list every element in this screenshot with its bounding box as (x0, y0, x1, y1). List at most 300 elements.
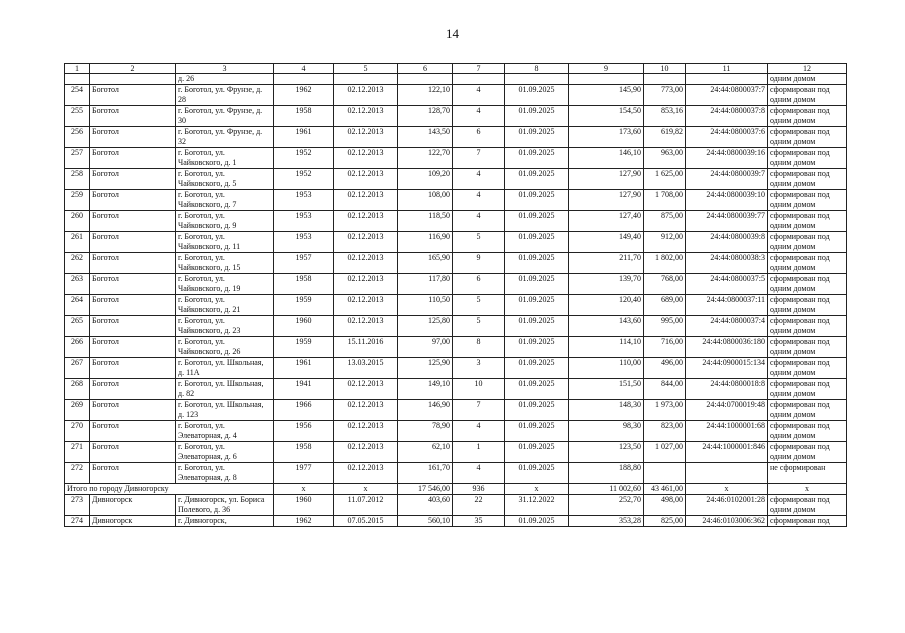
cell-city: Боготол (90, 232, 176, 253)
cell-address: г. Боготол, ул. Чайковского, д. 1 (176, 148, 274, 169)
cell-year: 1958 (274, 442, 334, 463)
cell-year: 1941 (274, 379, 334, 400)
cell-sum: 1 973,00 (644, 400, 686, 421)
cell-date: 02.12.2013 (334, 106, 398, 127)
column-number-row (65, 64, 847, 74)
cell-city: Боготол (90, 463, 176, 484)
cell-year: 1958 (274, 106, 334, 127)
column-header: 9 (569, 64, 644, 74)
cell-count: 9 (453, 253, 505, 274)
cell-area2: 123,50 (569, 442, 644, 463)
table-row (65, 358, 847, 379)
cell-deadline: 01.09.2025 (505, 400, 569, 421)
cell-area: 78,90 (398, 421, 453, 442)
cell-area: 125,80 (398, 316, 453, 337)
cell-count: 5 (453, 232, 505, 253)
cell-address: г. Боготол, ул. Чайковского, д. 19 (176, 274, 274, 295)
cell-cadastral: 24:44:1000001:846 (686, 442, 768, 463)
cell-cadastral: 24:44:0800037:5 (686, 274, 768, 295)
cell-address: г. Боготол, ул. Чайковского, д. 26 (176, 337, 274, 358)
cell-count: 3 (453, 358, 505, 379)
column-header: 1 (65, 64, 90, 74)
cell-sum: 912,00 (644, 232, 686, 253)
cell-city: Боготол (90, 295, 176, 316)
cell-date: 02.12.2013 (334, 253, 398, 274)
table-row (65, 127, 847, 148)
cell-date: 02.12.2013 (334, 421, 398, 442)
total-year: x (274, 484, 334, 495)
cell-no: 269 (65, 400, 90, 421)
cell-sum: 1 708,00 (644, 190, 686, 211)
cell-year: 1953 (274, 232, 334, 253)
cell-status: сформирован под одним домом (768, 379, 847, 400)
cell-cadastral: 24:44:0800037:6 (686, 127, 768, 148)
cell-city: Боготол (90, 358, 176, 379)
cell-address: г. Боготол, ул. Элеваторная, д. 4 (176, 421, 274, 442)
cell-no: 262 (65, 253, 90, 274)
cell-address: г. Боготол, ул. Чайковского, д. 5 (176, 169, 274, 190)
cell-city: Боготол (90, 400, 176, 421)
table-row (65, 495, 847, 516)
cell-date: 02.12.2013 (334, 442, 398, 463)
cell-status: сформирован под одним домом (768, 274, 847, 295)
cell-cadastral: 24:44:0900015:134 (686, 358, 768, 379)
total-area2: 11 002,60 (569, 484, 644, 495)
cell-deadline: 01.09.2025 (505, 316, 569, 337)
table-row (65, 295, 847, 316)
cell-area: 116,90 (398, 232, 453, 253)
cell-year: 1952 (274, 169, 334, 190)
cell-sum: 689,00 (644, 295, 686, 316)
total-label: Итого по городу Дивногорску (65, 484, 274, 495)
table-row (65, 316, 847, 337)
cell-sum: 823,00 (644, 421, 686, 442)
cell-area: 143,50 (398, 127, 453, 148)
cell-status: сформирован под одним домом (768, 106, 847, 127)
cell-area2: 146,10 (569, 148, 644, 169)
cell-status: сформирован под одним домом (768, 232, 847, 253)
cell-address: г. Боготол, ул. Фрунзе, д. 30 (176, 106, 274, 127)
table-row (65, 253, 847, 274)
cell-year: 1956 (274, 421, 334, 442)
cell-count: 6 (453, 127, 505, 148)
cell-status: сформирован под одним домом (768, 85, 847, 106)
cell-sum: 768,00 (644, 274, 686, 295)
cell-date: 02.12.2013 (334, 400, 398, 421)
cell-area: 149,10 (398, 379, 453, 400)
column-header: 10 (644, 64, 686, 74)
column-header: 8 (505, 64, 569, 74)
column-header: 6 (398, 64, 453, 74)
cell-no: 256 (65, 127, 90, 148)
cell-deadline: 01.09.2025 (505, 295, 569, 316)
cell-status: сформирован под одним домом (768, 169, 847, 190)
table-row (65, 400, 847, 421)
cell-status: сформирован под одним домом (768, 253, 847, 274)
cell-city: Боготол (90, 442, 176, 463)
cell-count: 5 (453, 295, 505, 316)
cell-status: сформирован под одним домом (768, 358, 847, 379)
cell-count: 4 (453, 169, 505, 190)
total-status: x (768, 484, 847, 495)
cell-date: 02.12.2013 (334, 190, 398, 211)
cell-city (90, 74, 176, 85)
cell-sum: 963,00 (644, 148, 686, 169)
cell-area2: 127,90 (569, 190, 644, 211)
cell-year: 1966 (274, 400, 334, 421)
cell-no: 268 (65, 379, 90, 400)
cell-city: Боготол (90, 316, 176, 337)
cell-address: г. Боготол, ул. Элеваторная, д. 6 (176, 442, 274, 463)
cell-date (334, 74, 398, 85)
cell-address: г. Дивногорск, ул. Бориса Полевого, д. 36 (176, 495, 274, 516)
cell-count: 6 (453, 274, 505, 295)
table-row (65, 190, 847, 211)
cell-no: 263 (65, 274, 90, 295)
cell-status: сформирован под одним домом (768, 127, 847, 148)
cell-count (453, 74, 505, 85)
cell-deadline: 01.09.2025 (505, 274, 569, 295)
cell-sum: 619,82 (644, 127, 686, 148)
cell-area: 110,50 (398, 295, 453, 316)
cell-date: 02.12.2013 (334, 148, 398, 169)
cell-no: 264 (65, 295, 90, 316)
cell-status: сформирован под одним домом (768, 211, 847, 232)
cell-sum: 1 802,00 (644, 253, 686, 274)
cell-area2 (569, 74, 644, 85)
building-registry-table (64, 63, 847, 527)
cell-count: 1 (453, 442, 505, 463)
cell-city: Дивногорск (90, 516, 176, 527)
cell-cadastral: 24:46:0103006:362 (686, 516, 768, 527)
cell-status: одним домом (768, 74, 847, 85)
cell-cadastral: 24:44:1000001:68 (686, 421, 768, 442)
cell-cadastral: 24:44:0800018:8 (686, 379, 768, 400)
table-row (65, 85, 847, 106)
cell-sum: 1 027,00 (644, 442, 686, 463)
cell-area2: 127,90 (569, 169, 644, 190)
cell-city: Боготол (90, 253, 176, 274)
cell-sum: 496,00 (644, 358, 686, 379)
cell-address: г. Боготол, ул. Школьная, д. 11А (176, 358, 274, 379)
cell-status: не сформирован (768, 463, 847, 484)
cell-status: сформирован под (768, 516, 847, 527)
cell-cadastral: 24:44:0800039:7 (686, 169, 768, 190)
cell-date: 11.07.2012 (334, 495, 398, 516)
cell-cadastral: 24:44:0800039:77 (686, 211, 768, 232)
cell-address: г. Боготол, ул. Школьная, д. 123 (176, 400, 274, 421)
cell-cadastral: 24:44:0800037:4 (686, 316, 768, 337)
cell-area: 62,10 (398, 442, 453, 463)
cell-no: 267 (65, 358, 90, 379)
cell-date: 15.11.2016 (334, 337, 398, 358)
cell-cadastral: 24:44:0800039:10 (686, 190, 768, 211)
cell-count: 22 (453, 495, 505, 516)
cell-address: г. Боготол, ул. Чайковского, д. 11 (176, 232, 274, 253)
cell-city: Боготол (90, 169, 176, 190)
cell-date: 02.12.2013 (334, 316, 398, 337)
cell-status: сформирован под одним домом (768, 316, 847, 337)
cell-count: 7 (453, 148, 505, 169)
cell-no: 266 (65, 337, 90, 358)
cell-area2: 120,40 (569, 295, 644, 316)
cell-address: г. Боготол, ул. Чайковского, д. 15 (176, 253, 274, 274)
total-deadline: x (505, 484, 569, 495)
cell-area: 403,60 (398, 495, 453, 516)
cell-sum: 875,00 (644, 211, 686, 232)
cell-area: 117,80 (398, 274, 453, 295)
cell-date: 02.12.2013 (334, 274, 398, 295)
cell-year: 1962 (274, 85, 334, 106)
cell-city: Дивногорск (90, 495, 176, 516)
cell-deadline: 01.09.2025 (505, 379, 569, 400)
cell-status: сформирован под одним домом (768, 442, 847, 463)
cell-address: г. Дивногорск, (176, 516, 274, 527)
cell-area: 161,70 (398, 463, 453, 484)
cell-address: г. Боготол, ул. Чайковского, д. 21 (176, 295, 274, 316)
cell-area2: 98,30 (569, 421, 644, 442)
cell-status: сформирован под одним домом (768, 400, 847, 421)
cell-deadline: 01.09.2025 (505, 148, 569, 169)
cell-year (274, 74, 334, 85)
cell-deadline (505, 74, 569, 85)
total-date: x (334, 484, 398, 495)
cell-year: 1961 (274, 358, 334, 379)
cell-city: Боготол (90, 211, 176, 232)
cell-date: 02.12.2013 (334, 127, 398, 148)
cell-cadastral: 24:44:0700019:48 (686, 400, 768, 421)
cell-sum: 716,00 (644, 337, 686, 358)
cell-sum: 853,16 (644, 106, 686, 127)
cell-date: 02.12.2013 (334, 295, 398, 316)
cell-year: 1960 (274, 495, 334, 516)
cell-sum: 1 625,00 (644, 169, 686, 190)
cell-address: г. Боготол, ул. Школьная, д. 82 (176, 379, 274, 400)
table-row (65, 337, 847, 358)
cell-no: 261 (65, 232, 90, 253)
cell-area2: 151,50 (569, 379, 644, 400)
cell-area: 122,10 (398, 85, 453, 106)
cell-status: сформирован под одним домом (768, 421, 847, 442)
cell-year: 1952 (274, 148, 334, 169)
cell-no (65, 74, 90, 85)
cell-area2: 110,00 (569, 358, 644, 379)
cell-deadline: 01.09.2025 (505, 85, 569, 106)
cell-no: 273 (65, 495, 90, 516)
cell-year: 1962 (274, 516, 334, 527)
table-row (65, 463, 847, 484)
cell-city: Боготол (90, 127, 176, 148)
cell-count: 4 (453, 463, 505, 484)
table-row (65, 442, 847, 463)
cell-count: 4 (453, 421, 505, 442)
cell-area: 125,90 (398, 358, 453, 379)
cell-sum: 844,00 (644, 379, 686, 400)
cell-date: 02.12.2013 (334, 169, 398, 190)
cell-count: 7 (453, 400, 505, 421)
cell-cadastral: 24:44:0800039:16 (686, 148, 768, 169)
cell-no: 257 (65, 148, 90, 169)
cell-count: 4 (453, 190, 505, 211)
cell-city: Боготол (90, 148, 176, 169)
cell-deadline: 01.09.2025 (505, 253, 569, 274)
cell-status: сформирован под одним домом (768, 295, 847, 316)
cell-date: 02.12.2013 (334, 463, 398, 484)
table-row (65, 421, 847, 442)
cell-deadline: 01.09.2025 (505, 358, 569, 379)
cell-area2: 353,28 (569, 516, 644, 527)
cell-year: 1960 (274, 316, 334, 337)
cell-area: 97,00 (398, 337, 453, 358)
cell-deadline: 01.09.2025 (505, 127, 569, 148)
cell-area2: 145,90 (569, 85, 644, 106)
cell-area: 122,70 (398, 148, 453, 169)
table-row (65, 274, 847, 295)
cell-city: Боготол (90, 337, 176, 358)
cell-area2: 211,70 (569, 253, 644, 274)
column-header: 11 (686, 64, 768, 74)
cell-date: 02.12.2013 (334, 379, 398, 400)
cell-cadastral: 24:44:0800037:8 (686, 106, 768, 127)
total-count: 936 (453, 484, 505, 495)
cell-cadastral: 24:44:0800036:180 (686, 337, 768, 358)
total-area: 17 546,00 (398, 484, 453, 495)
cell-area: 165,90 (398, 253, 453, 274)
cell-status: сформирован под одним домом (768, 337, 847, 358)
cell-no: 271 (65, 442, 90, 463)
cell-address: г. Боготол, ул. Чайковского, д. 9 (176, 211, 274, 232)
cell-count: 5 (453, 316, 505, 337)
cell-address: г. Боготол, ул. Чайковского, д. 23 (176, 316, 274, 337)
cell-deadline: 01.09.2025 (505, 169, 569, 190)
cell-date: 13.03.2015 (334, 358, 398, 379)
cell-sum: 498,00 (644, 495, 686, 516)
cell-cadastral (686, 463, 768, 484)
cell-no: 272 (65, 463, 90, 484)
cell-sum: 995,00 (644, 316, 686, 337)
column-header: 3 (176, 64, 274, 74)
cell-deadline: 01.09.2025 (505, 232, 569, 253)
cell-no: 259 (65, 190, 90, 211)
cell-area: 118,50 (398, 211, 453, 232)
cell-deadline: 01.09.2025 (505, 442, 569, 463)
column-header: 5 (334, 64, 398, 74)
cell-date: 02.12.2013 (334, 211, 398, 232)
cell-area: 146,90 (398, 400, 453, 421)
cell-count: 4 (453, 211, 505, 232)
cell-area: 108,00 (398, 190, 453, 211)
table-row (65, 148, 847, 169)
cell-address: г. Боготол, ул. Фрунзе, д. 32 (176, 127, 274, 148)
cell-city: Боготол (90, 85, 176, 106)
cell-area2: 252,70 (569, 495, 644, 516)
column-header: 2 (90, 64, 176, 74)
cell-no: 260 (65, 211, 90, 232)
cell-year: 1953 (274, 190, 334, 211)
cell-area2: 148,30 (569, 400, 644, 421)
cell-area2: 188,80 (569, 463, 644, 484)
column-header: 4 (274, 64, 334, 74)
cell-deadline: 01.09.2025 (505, 337, 569, 358)
cell-address: д. 26 (176, 74, 274, 85)
table-row (65, 211, 847, 232)
cell-sum (644, 463, 686, 484)
cell-no: 270 (65, 421, 90, 442)
cell-city: Боготол (90, 379, 176, 400)
cell-deadline: 01.09.2025 (505, 516, 569, 527)
cell-sum: 773,00 (644, 85, 686, 106)
table-row (65, 516, 847, 527)
cell-status: сформирован под одним домом (768, 148, 847, 169)
cell-deadline: 01.09.2025 (505, 106, 569, 127)
cell-count: 10 (453, 379, 505, 400)
cell-year: 1953 (274, 211, 334, 232)
cell-no: 274 (65, 516, 90, 527)
cell-status: сформирован под одним домом (768, 495, 847, 516)
cell-deadline: 01.09.2025 (505, 421, 569, 442)
cell-date: 02.12.2013 (334, 85, 398, 106)
cell-deadline: 31.12.2022 (505, 495, 569, 516)
table-row (65, 232, 847, 253)
cell-count: 4 (453, 85, 505, 106)
cell-year: 1958 (274, 274, 334, 295)
cell-no: 254 (65, 85, 90, 106)
cell-year: 1959 (274, 337, 334, 358)
column-header: 7 (453, 64, 505, 74)
continuation-row (65, 74, 847, 85)
cell-area: 560,10 (398, 516, 453, 527)
cell-deadline: 01.09.2025 (505, 463, 569, 484)
cell-year: 1961 (274, 127, 334, 148)
cell-area2: 149,40 (569, 232, 644, 253)
cell-area (398, 74, 453, 85)
cell-area2: 114,10 (569, 337, 644, 358)
cell-city: Боготол (90, 106, 176, 127)
city-total-row (65, 484, 847, 495)
cell-year: 1959 (274, 295, 334, 316)
cell-cadastral: 24:44:0800037:11 (686, 295, 768, 316)
cell-city: Боготол (90, 274, 176, 295)
cell-count: 35 (453, 516, 505, 527)
cell-year: 1977 (274, 463, 334, 484)
cell-address: г. Боготол, ул. Чайковского, д. 7 (176, 190, 274, 211)
cell-count: 8 (453, 337, 505, 358)
cell-cadastral: 24:44:0800039:8 (686, 232, 768, 253)
cell-area: 128,70 (398, 106, 453, 127)
table-row (65, 169, 847, 190)
column-header: 12 (768, 64, 847, 74)
cell-status: сформирован под одним домом (768, 190, 847, 211)
cell-deadline: 01.09.2025 (505, 211, 569, 232)
cell-city: Боготол (90, 421, 176, 442)
cell-date: 02.12.2013 (334, 232, 398, 253)
cell-cadastral: 24:44:0800038:3 (686, 253, 768, 274)
table-row (65, 106, 847, 127)
cell-cadastral (686, 74, 768, 85)
table-row (65, 379, 847, 400)
cell-count: 4 (453, 106, 505, 127)
cell-no: 258 (65, 169, 90, 190)
total-cadastral: x (686, 484, 768, 495)
cell-area2: 173,60 (569, 127, 644, 148)
cell-year: 1957 (274, 253, 334, 274)
cell-no: 255 (65, 106, 90, 127)
cell-area2: 143,60 (569, 316, 644, 337)
cell-area: 109,20 (398, 169, 453, 190)
cell-cadastral: 24:44:0800037:7 (686, 85, 768, 106)
cell-city: Боготол (90, 190, 176, 211)
cell-no: 265 (65, 316, 90, 337)
